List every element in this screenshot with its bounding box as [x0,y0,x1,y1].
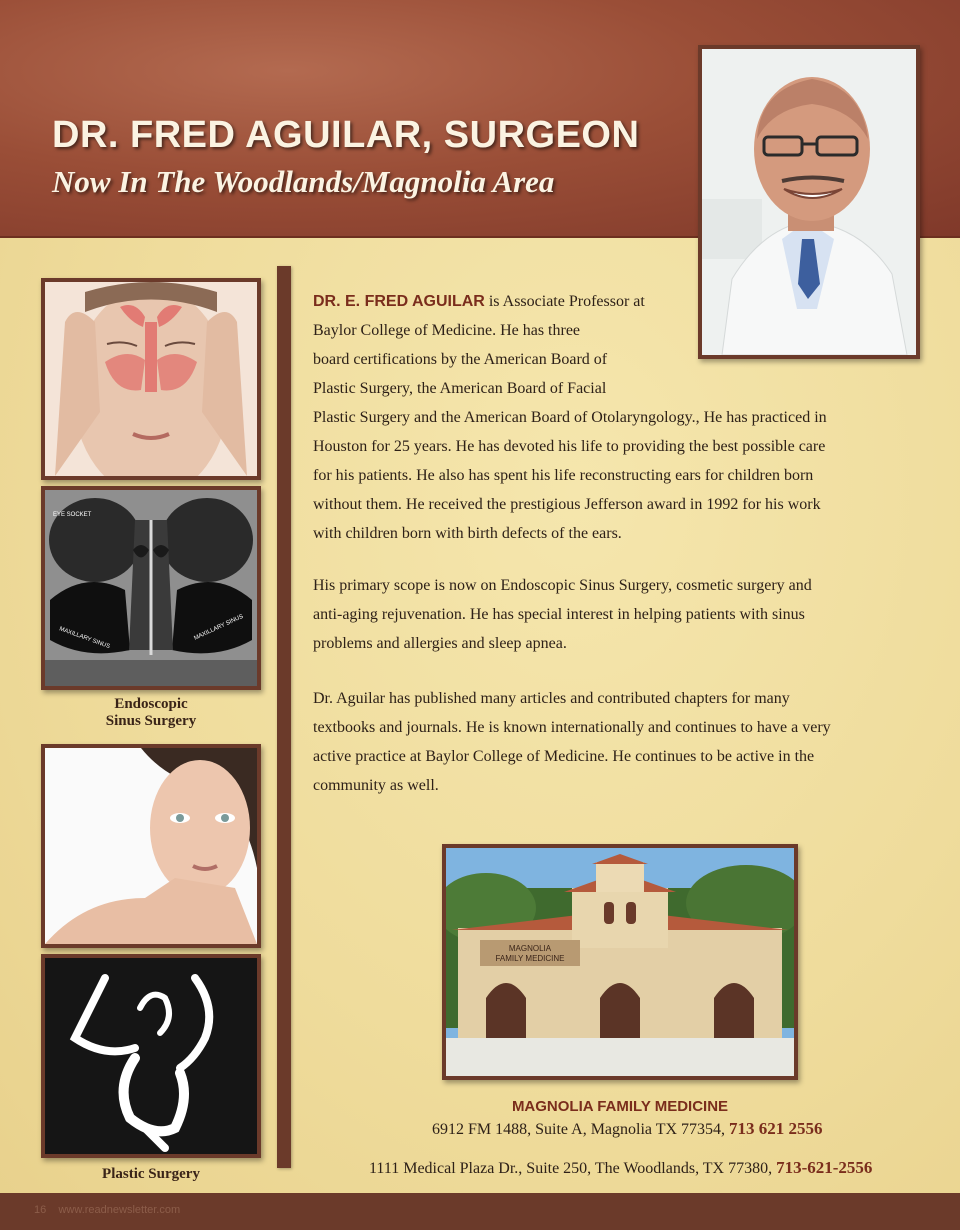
caption-line-1: Endoscopic [114,696,188,712]
body-silhouette-image [41,954,261,1158]
body-silhouette-illustration [45,958,257,1154]
page-subtitle: Now In The Woodlands/Magnolia Area [52,164,555,199]
clinic-phone-1[interactable]: 713 621 2556 [729,1119,823,1138]
caption-plastic-surgery: Plastic Surgery [102,1166,200,1182]
sinus-face-illustration [45,282,257,476]
caption-endoscopic-sinus-surgery [41,696,261,730]
clinic-sign-line-1: MAGNOLIA [508,944,552,953]
doctor-name: DR. E. FRED AGUILAR [313,293,485,310]
woman-face-image [41,744,261,948]
caption-line-2: Sinus Surgery [105,713,197,729]
clinic-name: MAGNOLIA FAMILY MEDICINE [511,1098,729,1115]
ct-label-eye-socket: EYE SOCKET [53,512,92,518]
column-divider [277,266,291,1168]
sinus-face-image [41,278,261,480]
bio-paragraph-3: Dr. Aguilar has published many articles and contributed chapters for many textbooks and journals. He is known internationally and continues to have a very active practice at Baylor College of Medicine. He continues to be active in the community as well. [313,690,831,794]
ct-label-maxillary-left: MAXILLARY SINUS [58,626,111,651]
woman-face-illustration [45,748,257,944]
clinic-phone-2[interactable]: 713-621-2556 [776,1158,873,1177]
footer-bar [0,1193,960,1230]
clinic-address-magnolia: 6912 FM 1488, Suite A, Magnolia TX 77354, 713 621 2556 [432,1119,823,1138]
page-number: 16 [34,1204,47,1216]
clinic-address-woodlands: 1111 Medical Plaza Dr., Suite 250, The Woodlands, TX 77380, 713-621-2556 [369,1158,873,1177]
ct-label-maxillary-right: MAXILLARY SINUS [193,613,245,642]
clinic-building-image [442,844,798,1080]
sinus-ct-scan-image [41,486,261,690]
footer-site: www.readnewsletter.com [58,1204,181,1216]
bio-paragraph-2: His primary scope is now on Endoscopic Sinus Surgery, cosmetic surgery and anti-aging rejuvenation. He has special interest in helping patients with sinus problems and allergies and sleep apnea. [313,577,812,652]
footer-page-info [34,1204,180,1216]
clinic-building-illustration [446,848,794,1076]
ct-scan-illustration [45,490,257,686]
clinic-sign-line-2: FAMILY MEDICINE [495,954,565,963]
page-title: DR. FRED AGUILAR, SURGEON [52,114,640,156]
bio-paragraph-1: DR. E. FRED AGUILAR is Associate Professor at Baylor College of Medicine. He has three board certifications by the American Board of Plastic Surgery, the American Board of Facial Plastic Surgery and the American Board of Otolaryngology., He has practiced in Houston for 25 years. He has devoted his life to providing the best possible care for his patients. He also has spent his life reconstructing ears for children born without them. He received the prestigious Jefferson award in 1992 for his work with children born with birth defects of the ears. [313,293,827,542]
